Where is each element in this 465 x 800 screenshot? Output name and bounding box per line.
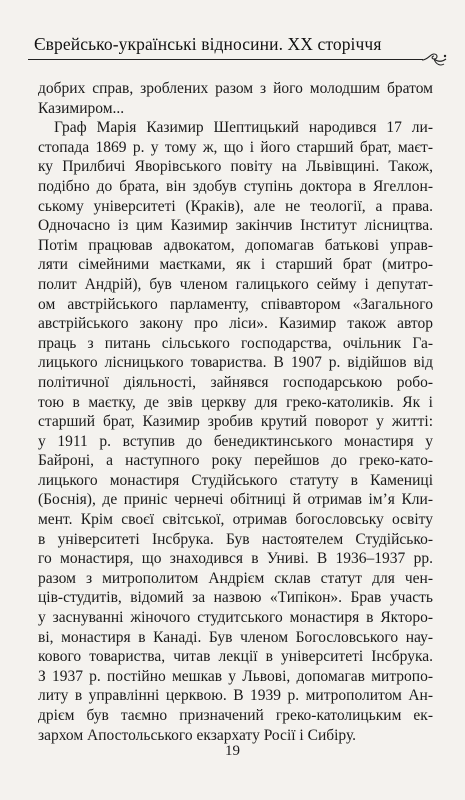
text-line: в університеті Інсбрука. Був настоятелем Студійсько- [38, 530, 433, 548]
text-line: ку Прилбичі Яворівського повіту на Львівщині. Також, [38, 158, 433, 176]
text-line: ському університеті (Краків), але не теології, а права. [38, 197, 433, 215]
text-line: кового товариства, читав лекції в університеті Інсбрука. [38, 648, 433, 666]
text-line: Граф Марія Казимир Шептицький народився 17 ли- [54, 119, 433, 137]
text-line: добрих справ, зроблених разом з його молодшим братом [38, 80, 433, 97]
text-line: (Боснія), де приніс чернечі обітниці й отримав ім’я Кли- [38, 491, 433, 509]
text-line: Одночасно із цим Казимир закінчив Інститут лісництва. [38, 217, 433, 235]
paragraph [38, 118, 433, 745]
paragraph [38, 79, 433, 118]
text-line: полит Андрій), був членом галицького сейму і депутат- [38, 275, 433, 293]
text-line: австрійського закону про ліси». Казимир також автор [38, 315, 433, 333]
header-rule [28, 59, 423, 60]
page-number: 19 [225, 743, 240, 759]
text-line: Потім працював адвокатом, допомагав батькові управ- [38, 236, 433, 254]
text-line: старший брат, Казимир зробив крутий поворот у житті: [38, 413, 433, 431]
text-line: литу в управлінні церквою. В 1939 р. митрополитом Ан- [38, 687, 433, 705]
text-line: Байроні, а наступного року перейшов до греко-като- [38, 452, 433, 470]
text-line: Казимиром... [38, 99, 125, 117]
text-line: стопада 1869 р. у тому ж, що і його старший брат, маєт- [38, 138, 433, 156]
text-line: у заснуванні жіночого студитського монастиря в Якторо- [38, 609, 433, 627]
text-line: дрієм був таємно призначений греко-католицьким ек- [38, 707, 433, 724]
text-line: разом з митрополитом Андрієм склав статут для чен- [38, 569, 433, 587]
text-line: політичної діяльності, зайнявся господарською робо- [38, 373, 433, 391]
running-header [28, 22, 448, 62]
running-header-title: Єврейсько-українські відносини. XX сторіччя [34, 34, 382, 54]
text-line: ві, монастиря в Канаді. Був членом Богословського нау- [38, 628, 433, 646]
text-line: го монастиря, що знаходився в Униві. В 1936–1937 рр. [38, 550, 433, 568]
text-line: ців-студитів, відомий за назвою «Типікон». Брав участь [38, 589, 433, 607]
text-line: мент. Крім своєї світської, отримав богословську освіту [38, 511, 433, 529]
text-line: зархом Апостольського екзархату Росії і Сибіру. [38, 726, 357, 744]
text-line: праць з питань сільського господарства, очільник Га- [38, 334, 433, 352]
body-text [38, 79, 433, 745]
text-line: З 1937 р. постійно мешкав у Львові, допомагав митропо- [38, 667, 433, 685]
text-line: ом австрійського парламенту, співавтором «Загального [38, 295, 433, 313]
ornament-flourish-icon [420, 48, 448, 70]
text-line: лицького лісницького товариства. В 1907 р. відійшов від [38, 354, 433, 372]
text-line: лицького монастиря Студійського статуту в Камениці [38, 471, 433, 489]
text-line: тою в маєтку, де звів церкву для греко-католиків. Як і [38, 393, 433, 411]
text-line: подібно до брата, він здобув ступінь доктора в Ягеллон- [38, 177, 433, 195]
text-line: у 1911 р. вступив до бенедиктинського монастиря у [38, 432, 433, 450]
text-line: ляти сімейними маєтками, як і старший брат (митро- [38, 256, 433, 274]
